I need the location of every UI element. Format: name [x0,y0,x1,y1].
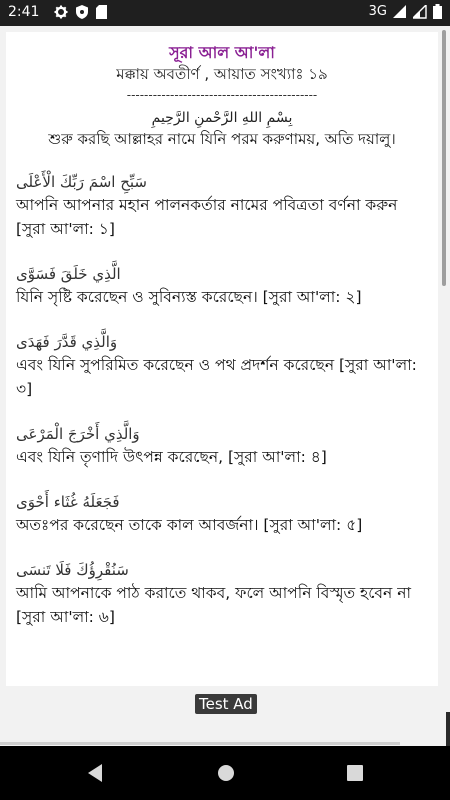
verse-item[interactable] [16,559,428,629]
verse-list [6,171,438,629]
verse-arabic: سَبِّحِ اسْمَ رَبِّكَ الْأَعْلَى [16,173,148,191]
bismillah-arabic: بِسْمِ اللهِ الرَّحْمنِ الرَّحِيمِ [151,110,293,126]
verse-translation: আমি আপনাকে পাঠ করাতে থাকব, ফলে আপনি বিস্মৃত হবেন না [সুরা আ'লা: ৬] [16,584,411,626]
surah-title: সূরা আল আ'লা [169,43,275,62]
verse-translation: এবং যিনি তৃণাদি উৎপন্ন করেছেন, [সুরা আ'লা: ৪] [16,448,327,466]
recents-icon[interactable] [346,763,364,787]
gear-icon [54,5,68,19]
content-area[interactable] [0,26,450,746]
verse-arabic: وَالَّذِي أَخْرَجَ الْمَرْعَى [16,425,140,443]
verse-item[interactable] [16,263,428,309]
back-icon[interactable] [86,763,104,787]
verse-item[interactable] [16,171,428,241]
verse-arabic: سَنُقْرِؤُكَ فَلَا تَنسَى [16,561,129,579]
status-time: 2:41 [8,4,40,20]
verse-arabic: فَجَعَلَهُ غُثَاء أَحْوَى [16,493,120,511]
wifi-icon [393,5,407,19]
network-type: 3G [368,4,387,19]
verse-translation: অতঃপর করেছেন তাকে কাল আবর্জনা। [সুরা আ'লা: ৫] [16,516,363,534]
surah-header [6,32,438,149]
verse-translation: যিনি সৃষ্টি করেছেন ও সুবিন্যস্ত করেছেন। [সুরা আ'লা: ২] [16,288,362,306]
test-ad-label[interactable]: Test Ad [195,694,257,714]
verse-item[interactable] [16,491,428,537]
bismillah-translation: শুরু করছি আল্লাহর নামে যিনি পরম করুণাময়, অতি দয়ালু। [48,130,396,148]
verse-translation: আপনি আপনার মহান পালনকর্তার নামের পবিত্রতা বর্ণনা করুন [সুরা আ'লা: ১] [16,196,398,238]
verse-arabic: الَّذِي خَلَقَ فَسَوَّى [16,265,121,283]
verse-arabic: وَالَّذِي قَدَّرَ فَهَدَى [16,333,118,351]
verse-item[interactable] [16,331,428,401]
ad-banner[interactable] [0,686,450,746]
status-bar [0,0,450,26]
bottom-divider [0,742,400,745]
surah-card[interactable] [6,32,438,686]
verse-translation: এবং যিনি সুপরিমিত করেছেন ও পথ প্রদর্শন করেছেন [সুরা আ'লা: ৩] [16,356,417,398]
scrollbar-thumb[interactable] [442,30,446,286]
verse-item[interactable] [16,423,428,469]
home-icon[interactable] [216,763,236,787]
divider: -------------------------------------------- [126,88,318,102]
sd-card-icon [96,5,107,19]
signal-icon [413,5,427,19]
shield-icon [76,5,88,19]
surah-subtitle: মক্কায় অবতীর্ণ , আয়াত সংখ্যাঃ ১৯ [116,65,328,83]
battery-icon [433,4,442,19]
navigation-bar [0,746,450,800]
